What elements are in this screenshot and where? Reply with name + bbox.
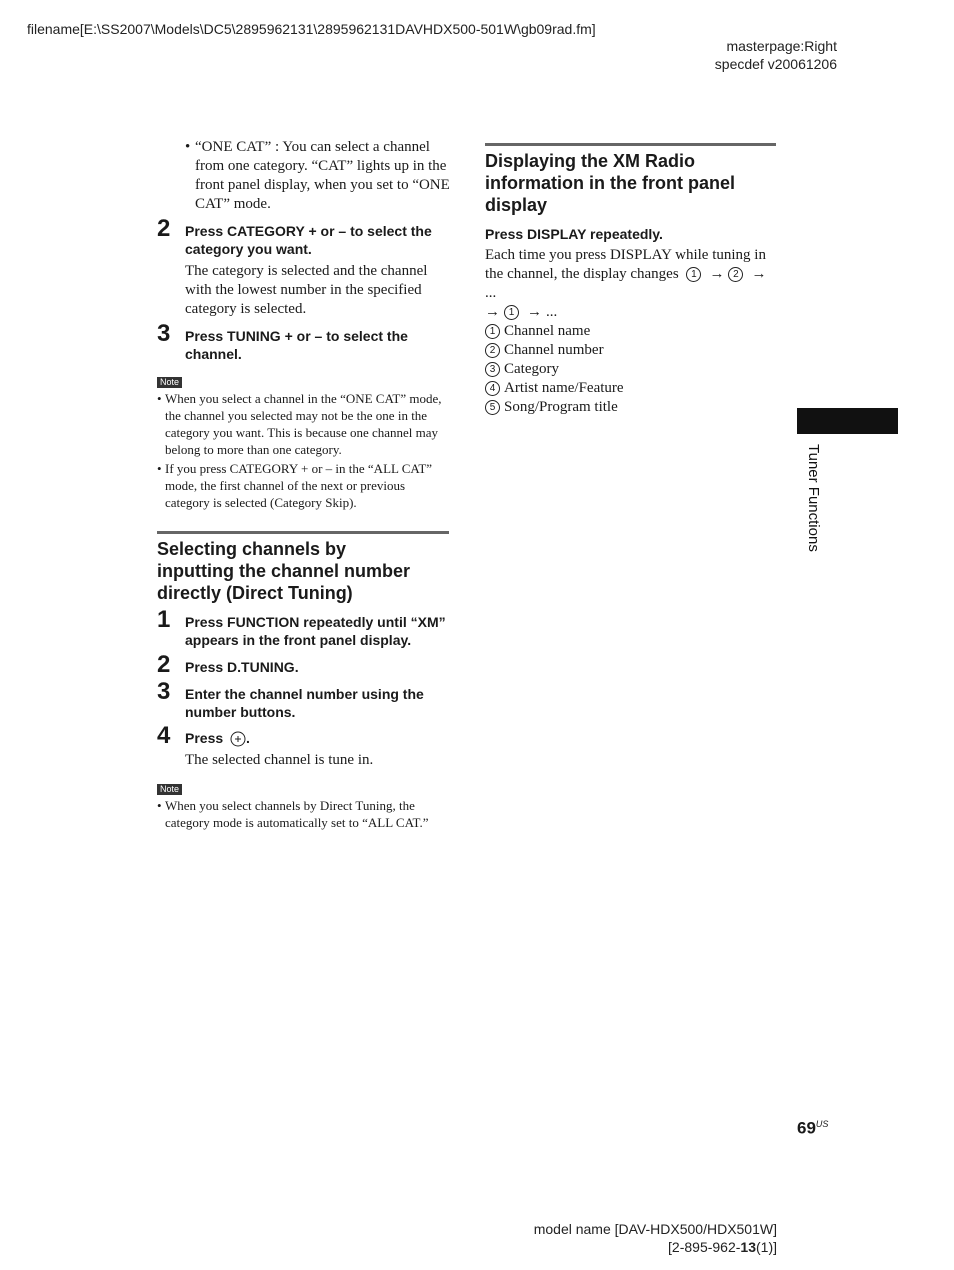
- display-item: [485, 341, 780, 360]
- part-bold: 13: [740, 1239, 756, 1255]
- heading-line: directly (Direct Tuning): [157, 583, 353, 603]
- desc-line: [485, 265, 780, 303]
- step-number: 3: [157, 320, 171, 347]
- arrow-icon: →: [751, 266, 767, 282]
- step-number: 3: [157, 678, 171, 705]
- page-number-suffix: US: [815, 1119, 829, 1129]
- one-cat-bullet-block: [185, 138, 455, 214]
- desc-line: [485, 303, 780, 322]
- ellipsis: ...: [485, 285, 497, 301]
- step-number: 4: [157, 722, 171, 749]
- desc-line: The category is selected and the channel: [185, 263, 428, 279]
- step-line: Press CATEGORY + or – to select the: [185, 223, 432, 239]
- step-description: [185, 262, 455, 319]
- note-line: category is selected (Category Skip).: [165, 495, 357, 510]
- side-tab-marker: [797, 408, 898, 434]
- circled-number: 2: [728, 267, 743, 282]
- step-instruction: [185, 729, 455, 751]
- heading-line: inputting the channel number: [157, 561, 410, 581]
- step-line: category you want.: [185, 241, 312, 257]
- step-line: channel.: [185, 346, 242, 362]
- one-cat-line: CAT” mode.: [195, 196, 271, 212]
- note-line: When you select a channel in the “ONE CAT” mode,: [165, 391, 442, 406]
- step-line: Press D.TUNING.: [185, 659, 299, 675]
- step-number: 1: [157, 606, 171, 633]
- display-item-label: Category: [504, 361, 559, 377]
- one-cat-line: “ONE CAT” : You can select a channel: [195, 139, 430, 155]
- note-list: [157, 797, 452, 831]
- display-item-label: Song/Program title: [504, 399, 618, 415]
- display-item: [485, 398, 780, 417]
- note-line: When you select channels by Direct Tuning, the: [165, 798, 415, 813]
- display-item: [485, 322, 780, 341]
- desc-line: Each time you press DISPLAY while tuning in: [485, 247, 766, 263]
- note-line: belong to more than one category.: [165, 442, 342, 457]
- section-heading: [485, 150, 785, 216]
- bullet-mark: •: [185, 139, 191, 155]
- note-line: the channel you selected may not be the one in the: [165, 408, 428, 423]
- step-line: Press: [185, 730, 224, 746]
- step-line-suffix: .: [246, 730, 250, 746]
- step-line: appears in the front panel display.: [185, 632, 412, 648]
- desc-line: with the lowest number in the specified: [185, 282, 422, 298]
- desc-line: category is selected.: [185, 301, 307, 317]
- heading-line: display: [485, 195, 548, 215]
- heading-line: Displaying the XM Radio: [485, 151, 696, 171]
- desc-text: the channel, the display changes: [485, 266, 679, 282]
- section-divider: [485, 143, 776, 146]
- display-item: [485, 360, 780, 379]
- step-line: Press TUNING + or – to select the: [185, 328, 408, 344]
- circled-number: 1: [686, 267, 701, 282]
- step-instruction: [185, 685, 455, 721]
- side-tab-label: Tuner Functions: [805, 444, 822, 552]
- note-line: category mode is automatically set to “ALL CAT.”: [165, 815, 429, 830]
- one-cat-line: from one category. “CAT” lights up in the: [195, 158, 447, 174]
- note-item: • When you select channels by Direct Tuning, the category mode is automatically set to “ALL CAT.”: [157, 798, 429, 830]
- circled-number: 2: [485, 343, 500, 358]
- circled-number: 1: [504, 305, 519, 320]
- heading-line: Selecting channels by: [157, 539, 347, 559]
- note-item: • If you press CATEGORY + or – in the “ALL CAT” mode, the first channel of the next or previous category is selected (Category Skip).: [157, 461, 433, 510]
- note-line: category you want. This is because one channel may: [165, 425, 439, 440]
- arrow-icon: →: [527, 304, 542, 320]
- model-name: model name [DAV-HDX500/HDX501W]: [533, 1221, 777, 1237]
- note-line: mode, the first channel of the next or previous: [165, 478, 406, 493]
- part-suffix: (1)]: [756, 1239, 777, 1255]
- one-cat-line: front panel display, when you set to “ONE: [195, 177, 450, 193]
- arrow-icon: →: [709, 266, 725, 282]
- note-badge: Note: [157, 784, 182, 795]
- circled-number: 5: [485, 400, 500, 415]
- circled-number: 3: [485, 362, 500, 377]
- step-description: The selected channel is tune in.: [185, 752, 374, 768]
- section-divider: [157, 531, 449, 534]
- display-instruction: Press DISPLAY repeatedly.: [485, 226, 663, 242]
- step-number: 2: [157, 651, 171, 678]
- step-instruction: [185, 222, 455, 258]
- step-instruction: [185, 613, 460, 649]
- step-line: number buttons.: [185, 704, 296, 720]
- step-number: 2: [157, 215, 171, 242]
- part-prefix: [2-895-962-: [668, 1239, 741, 1255]
- circled-number: 4: [485, 381, 500, 396]
- display-item-label: Channel number: [504, 342, 604, 358]
- display-description: [485, 246, 780, 417]
- specdef-label: specdef v20061206: [714, 56, 837, 72]
- section-heading: [157, 538, 457, 604]
- display-item-label: Artist name/Feature: [504, 380, 624, 396]
- arrow-icon: →: [485, 304, 500, 320]
- step-instruction: [185, 327, 455, 363]
- part-number: [500, 1238, 777, 1256]
- circled-number: 1: [485, 324, 500, 339]
- step-line: Press FUNCTION repeatedly until “XM”: [185, 614, 446, 630]
- note-line: If you press CATEGORY + or – in the “ALL CAT”: [165, 461, 433, 476]
- display-item-label: Channel name: [504, 323, 591, 339]
- note-badge: Note: [157, 377, 182, 388]
- step-instruction: [185, 658, 455, 676]
- page-number: [797, 1114, 828, 1139]
- ellipsis: ...: [546, 304, 558, 320]
- enter-button-icon: [230, 731, 246, 751]
- filename-header: filename[E:\SS2007\Models\DC5\2895962131\2895962131DAVHDX500-501W\gb09rad.fm]: [27, 21, 596, 37]
- note-item: • When you select a channel in the “ONE CAT” mode, the channel you selected may not be the one in the category you want. This is because one channel may belong to more than one category.: [157, 391, 442, 457]
- heading-line: information in the front panel: [485, 173, 735, 193]
- page-number-value: 69: [797, 1118, 816, 1138]
- note-list: [157, 390, 452, 511]
- step-line: Enter the channel number using the: [185, 686, 424, 702]
- masterpage-label: masterpage:Right: [726, 38, 837, 54]
- display-item: [485, 379, 780, 398]
